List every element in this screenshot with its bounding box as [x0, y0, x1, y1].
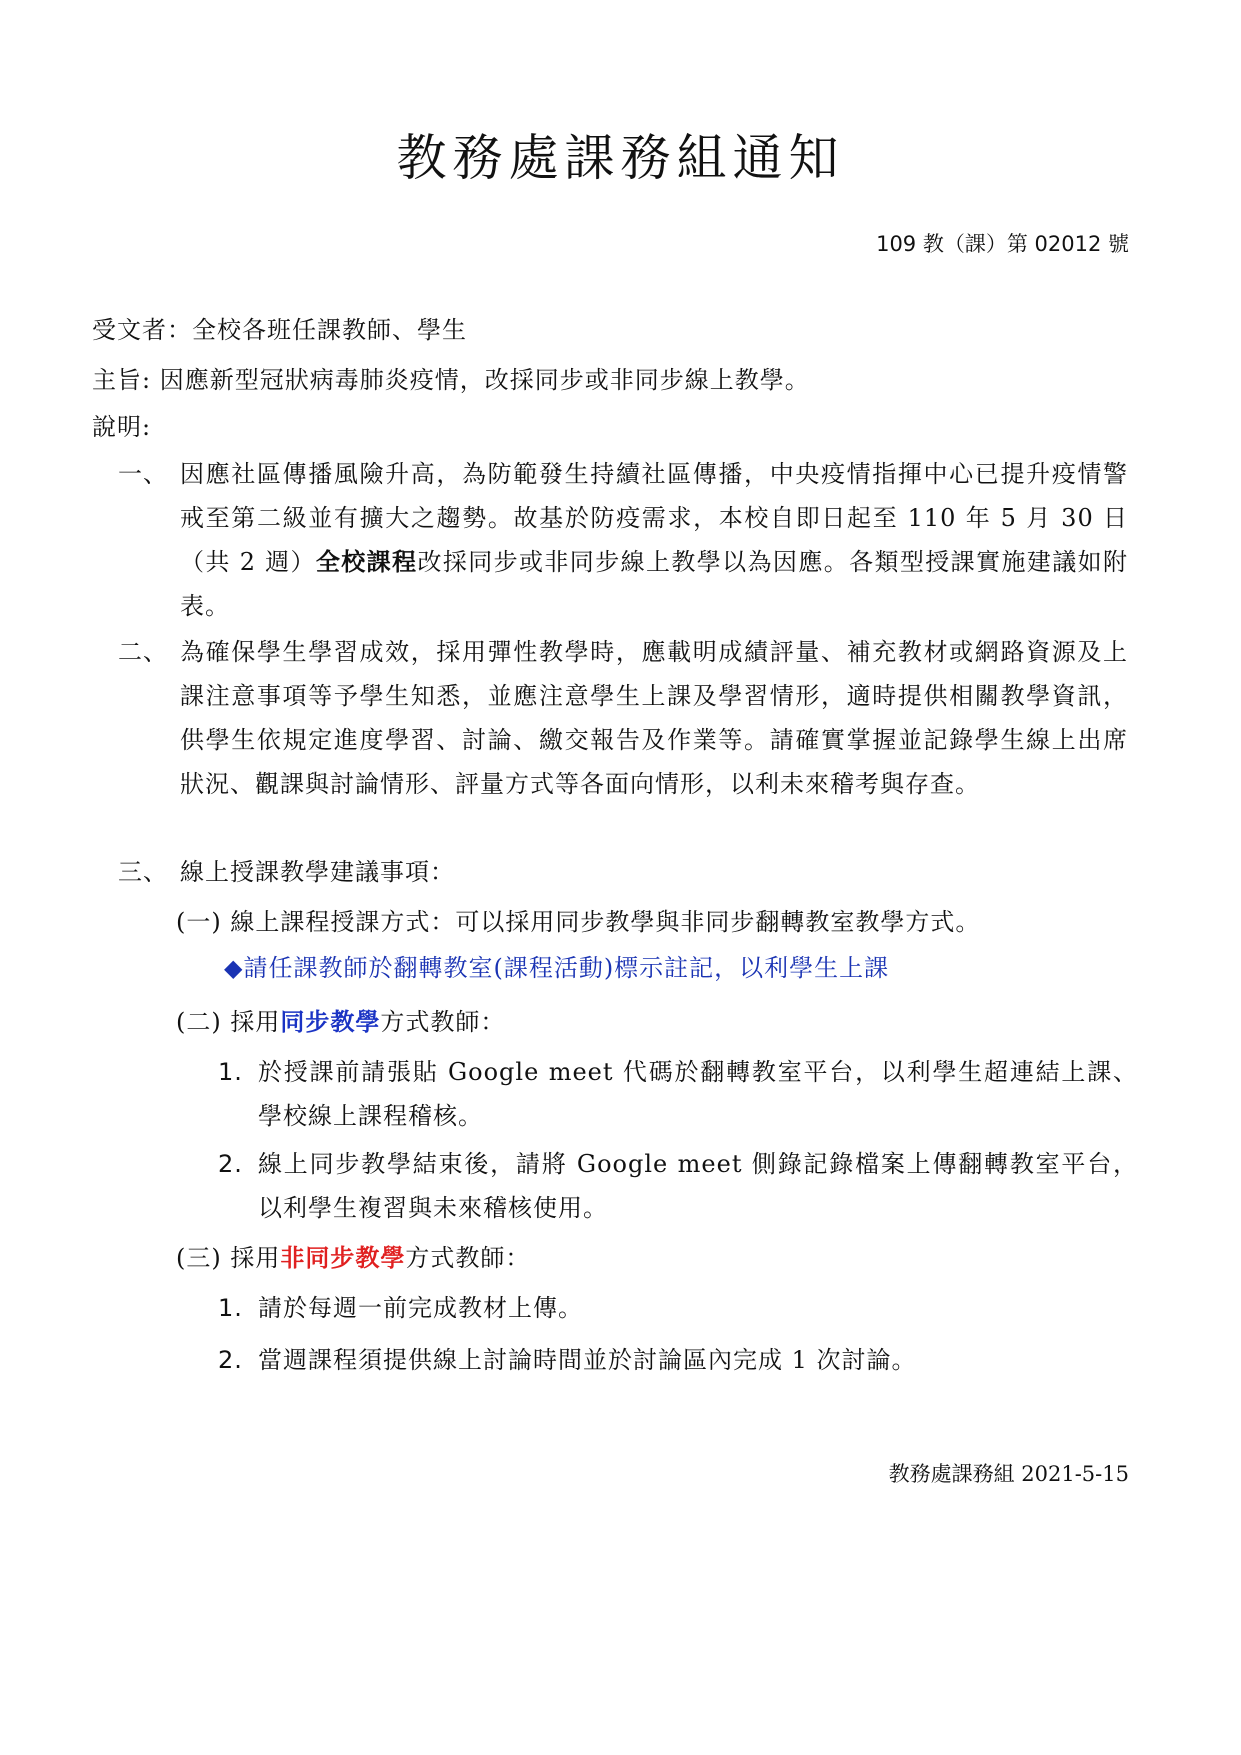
section-b-suffix: 方式教師：	[380, 1008, 506, 1036]
section-c-step-2	[218, 1338, 1138, 1382]
step-text: 請於每週一前完成教材上傳。	[258, 1294, 583, 1322]
step-number: 2.	[218, 1346, 243, 1374]
section-c-highlight: 非同步教學	[280, 1243, 406, 1272]
step-text: 線上同步教學結束後，請將 Google meet 側錄記錄檔案上傳翻轉教室平台，以利學生複習與未來稽核使用。	[258, 1150, 1138, 1222]
item-text-before: 因應社區傳播風險升高，為防範發生持續社區傳播，中央疫情指揮中心已提升疫情警戒至第二級並有擴大之趨勢。故基於防疫需求，本校自即日起至 110 年 5 月 30 日（共 2 週）	[180, 460, 1128, 576]
section-b-label	[176, 1000, 505, 1044]
step-number: 1.	[218, 1294, 243, 1322]
explanation-item-3	[118, 850, 1128, 894]
section-a-note: ◆請任課教師於翻轉教室(課程活動)標示註記，以利學生上課	[224, 954, 890, 982]
section-b-highlight: 同步教學	[280, 1007, 381, 1036]
explanation-label: 說明:	[92, 413, 152, 441]
document-title: 教務處課務組通知	[396, 129, 845, 187]
section-c-suffix: 方式教師：	[405, 1244, 531, 1272]
item-number: 三、	[118, 858, 168, 886]
step-number: 1.	[218, 1058, 243, 1086]
step-text: 於授課前請張貼 Google meet 代碼於翻轉教室平台，以利學生超連結上課、學校線上課程稽核。	[258, 1058, 1138, 1130]
step-number: 2.	[218, 1150, 243, 1178]
recipient-line: 受文者：全校各班任課教師、學生	[92, 316, 467, 344]
section-b-step-2	[218, 1142, 1138, 1230]
explanation-item-1	[118, 452, 1128, 628]
item-number: 二、	[118, 638, 168, 666]
document-number: 109 教（課）第 02012 號	[876, 232, 1129, 256]
item-text: 為確保學生學習成效，採用彈性教學時，應載明成績評量、補充教材或網路資源及上課注意事項等予學生知悉，並應注意學生上課及學習情形，適時提供相關教學資訊，供學生依規定進度學習、討論、繳交報告及作業等。請確實掌握並記錄學生線上出席狀況、觀課與討論情形、評量方式等各面向情形，以利未來稽考與存查。	[180, 638, 1128, 798]
section-c-prefix: (三) 採用	[176, 1244, 281, 1272]
item-text: 線上授課教學建議事項：	[180, 858, 455, 886]
item-text-after: 改採同步或非同步線上教學以為因應。各類型授課實施建議如附表。	[180, 548, 1129, 620]
section-a-label: (一) 線上課程授課方式：可以採用同步教學與非同步翻轉教室教學方式。	[176, 908, 981, 936]
document-footer: 教務處課務組 2021-5-15	[888, 1462, 1129, 1486]
step-text: 當週課程須提供線上討論時間並於討論區內完成 1 次討論。	[258, 1346, 917, 1374]
subject-line: 主旨: 因應新型冠狀病毒肺炎疫情，改採同步或非同步線上教學。	[92, 366, 810, 394]
item-number: 一、	[118, 460, 168, 488]
section-b-prefix: (二) 採用	[176, 1008, 281, 1036]
item-text-bold: 全校課程	[315, 547, 418, 576]
item-text	[180, 452, 1128, 628]
section-c-label	[176, 1236, 530, 1280]
section-c-step-1	[218, 1286, 1138, 1330]
explanation-item-2	[118, 630, 1128, 806]
section-b-step-1	[218, 1050, 1138, 1138]
